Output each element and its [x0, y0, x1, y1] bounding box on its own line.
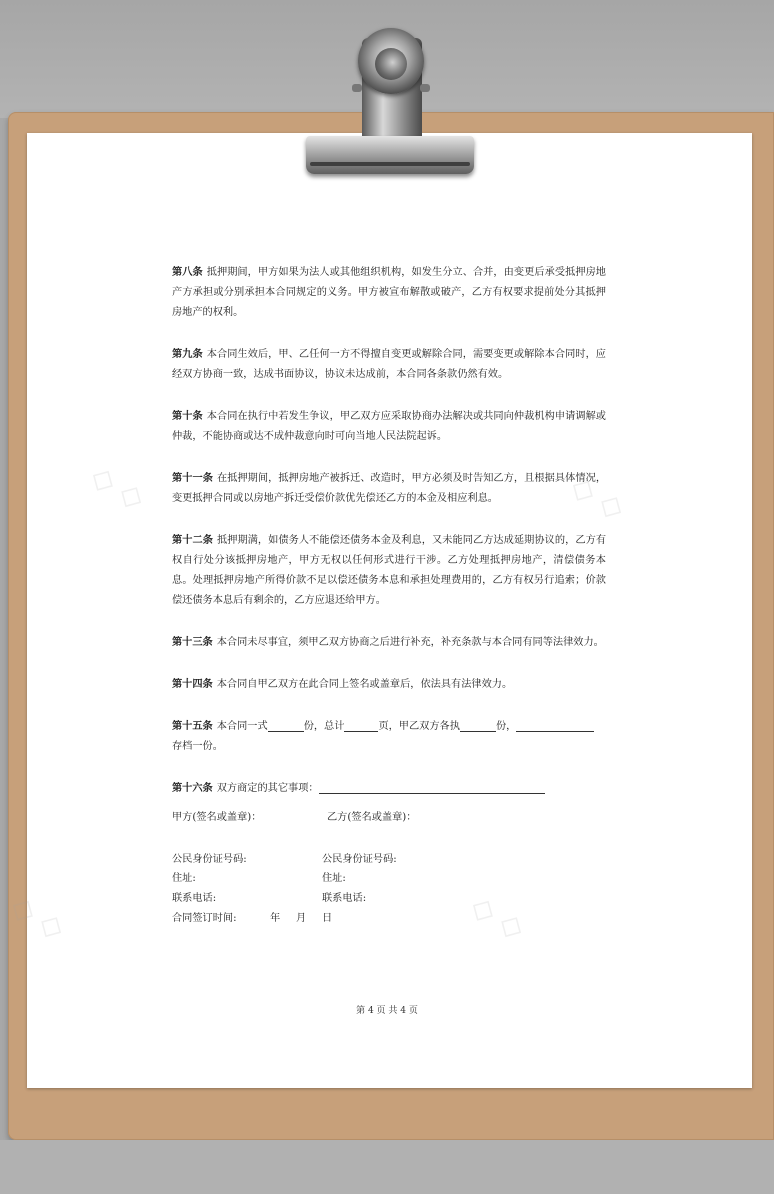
- clause-text: 本合同生效后，甲、乙任何一方不得擅自变更或解除合同，需要变更或解除本合同时，应经双方协商一致，达成书面协议，协议未达成前，本合同各条款仍然有效。: [172, 349, 606, 380]
- clause-number: 第十二条: [172, 534, 213, 546]
- clause-15: [172, 716, 606, 757]
- party-b-signature: 乙方(签名或盖章)：: [327, 812, 417, 823]
- copies-blank: [268, 718, 304, 732]
- clause-16: [172, 778, 606, 799]
- clause-text: 在抵押期间，抵押房地产被拆迁、改造时，甲方必须及时告知乙方，且根据具体情况，变更抵押合同或以房地产拆迁受偿价款优先偿还乙方的本金及相应利息。: [172, 473, 607, 504]
- clause-text: 份，: [495, 721, 517, 732]
- clause-text: 本合同一式: [216, 721, 268, 732]
- month-label: 月: [296, 913, 307, 924]
- party-b-phone: 联系电话:: [322, 893, 367, 904]
- pages-blank: [344, 718, 378, 732]
- signing-time-label: 合同签订时间:: [172, 913, 237, 924]
- party-a-phone: 联系电话:: [172, 893, 217, 904]
- address-row: [172, 869, 346, 884]
- party-b-address: 住址:: [322, 873, 346, 884]
- party-b-id: 公民身份证号码:: [322, 854, 397, 865]
- each-copies-blank: [460, 718, 496, 732]
- clause-number: 第八条: [172, 266, 203, 278]
- signing-date-row: [172, 909, 333, 924]
- clause-11: [172, 468, 606, 509]
- clause-number: 第十条: [172, 410, 203, 422]
- clause-number: 第九条: [172, 348, 203, 360]
- id-row: [172, 850, 397, 865]
- clause-number: 第十三条: [172, 636, 213, 648]
- clause-text: 份，总计: [303, 721, 345, 732]
- clip-wire-right: [420, 84, 430, 92]
- day-label: 日: [322, 913, 333, 924]
- watermark-mark: ◇ ◇: [84, 458, 151, 517]
- clause-text: 本合同在执行中若发生争议，甲乙双方应采取协商办法解决或共同向仲裁机构申请调解或仲裁，不能协商或达不成仲裁意向时可向当地人民法院起诉。: [172, 411, 606, 442]
- signature-row: [172, 808, 417, 823]
- clause-text: 本合同未尽事宜，须甲乙双方协商之后进行补充，补充条款与本合同有同等法律效力。: [216, 637, 604, 648]
- contract-body: [172, 262, 606, 820]
- clause-number: 第十五条: [172, 720, 213, 732]
- watermark-mark: ◇ ◇: [4, 888, 71, 947]
- party-a-id: 公民身份证号码:: [172, 854, 247, 865]
- clause-number: 第十六条: [172, 782, 213, 794]
- clause-number: 第十四条: [172, 678, 213, 690]
- clause-14: [172, 674, 606, 695]
- clause-text: 页，甲乙双方各执: [378, 721, 460, 732]
- watermark-mark: ◇ ◇: [564, 468, 631, 527]
- clip-hole: [375, 48, 407, 80]
- year-label: 年: [270, 913, 281, 924]
- clip-wire-left: [352, 84, 362, 92]
- clause-12: [172, 530, 606, 611]
- clause-text: 抵押期间，甲方如果为法人或其他组织机构，如发生分立、合并，由变更后承受抵押房地产方承担或分别承担本合同规定的义务。甲方被宣布解散或破产，乙方有权要求提前处分其抵押房地产的权利。: [172, 267, 606, 318]
- clause-9: [172, 344, 606, 385]
- clause-text: 抵押期满，如债务人不能偿还债务本金及利息，又未能同乙方达成延期协议的，乙方有权自行处分该抵押房地产，甲方无权以任何形式进行干涉。乙方处理抵押房地产，清偿债务本息。处理抵押房地产所得价款不足以偿还债务本息和承担处理费用的，乙方有权另行追索；价款偿还债务本息后有剩余的，乙方应退还给甲方。: [172, 535, 607, 606]
- archive-blank: [516, 718, 594, 732]
- clause-text: 存档一份。: [172, 741, 223, 752]
- background-bottom: [0, 1140, 774, 1194]
- clause-13: [172, 632, 606, 653]
- clip-bar: [306, 136, 474, 174]
- clause-10: [172, 406, 606, 447]
- clause-text: 本合同自甲乙双方在此合同上签名或盖章后，依法具有法律效力。: [216, 679, 513, 690]
- other-matters-blank: [319, 780, 545, 794]
- phone-row: [172, 889, 367, 904]
- clause-text: 双方商定的其它事项：: [216, 783, 319, 794]
- watermark-mark: ◇ ◇: [464, 888, 531, 947]
- page-number: 第 4 页 共 4 页: [356, 1006, 418, 1016]
- party-a-address: 住址:: [172, 873, 196, 884]
- party-a-signature: 甲方(签名或盖章)：: [172, 812, 262, 823]
- clause-8: [172, 262, 606, 323]
- clause-number: 第十一条: [172, 472, 213, 484]
